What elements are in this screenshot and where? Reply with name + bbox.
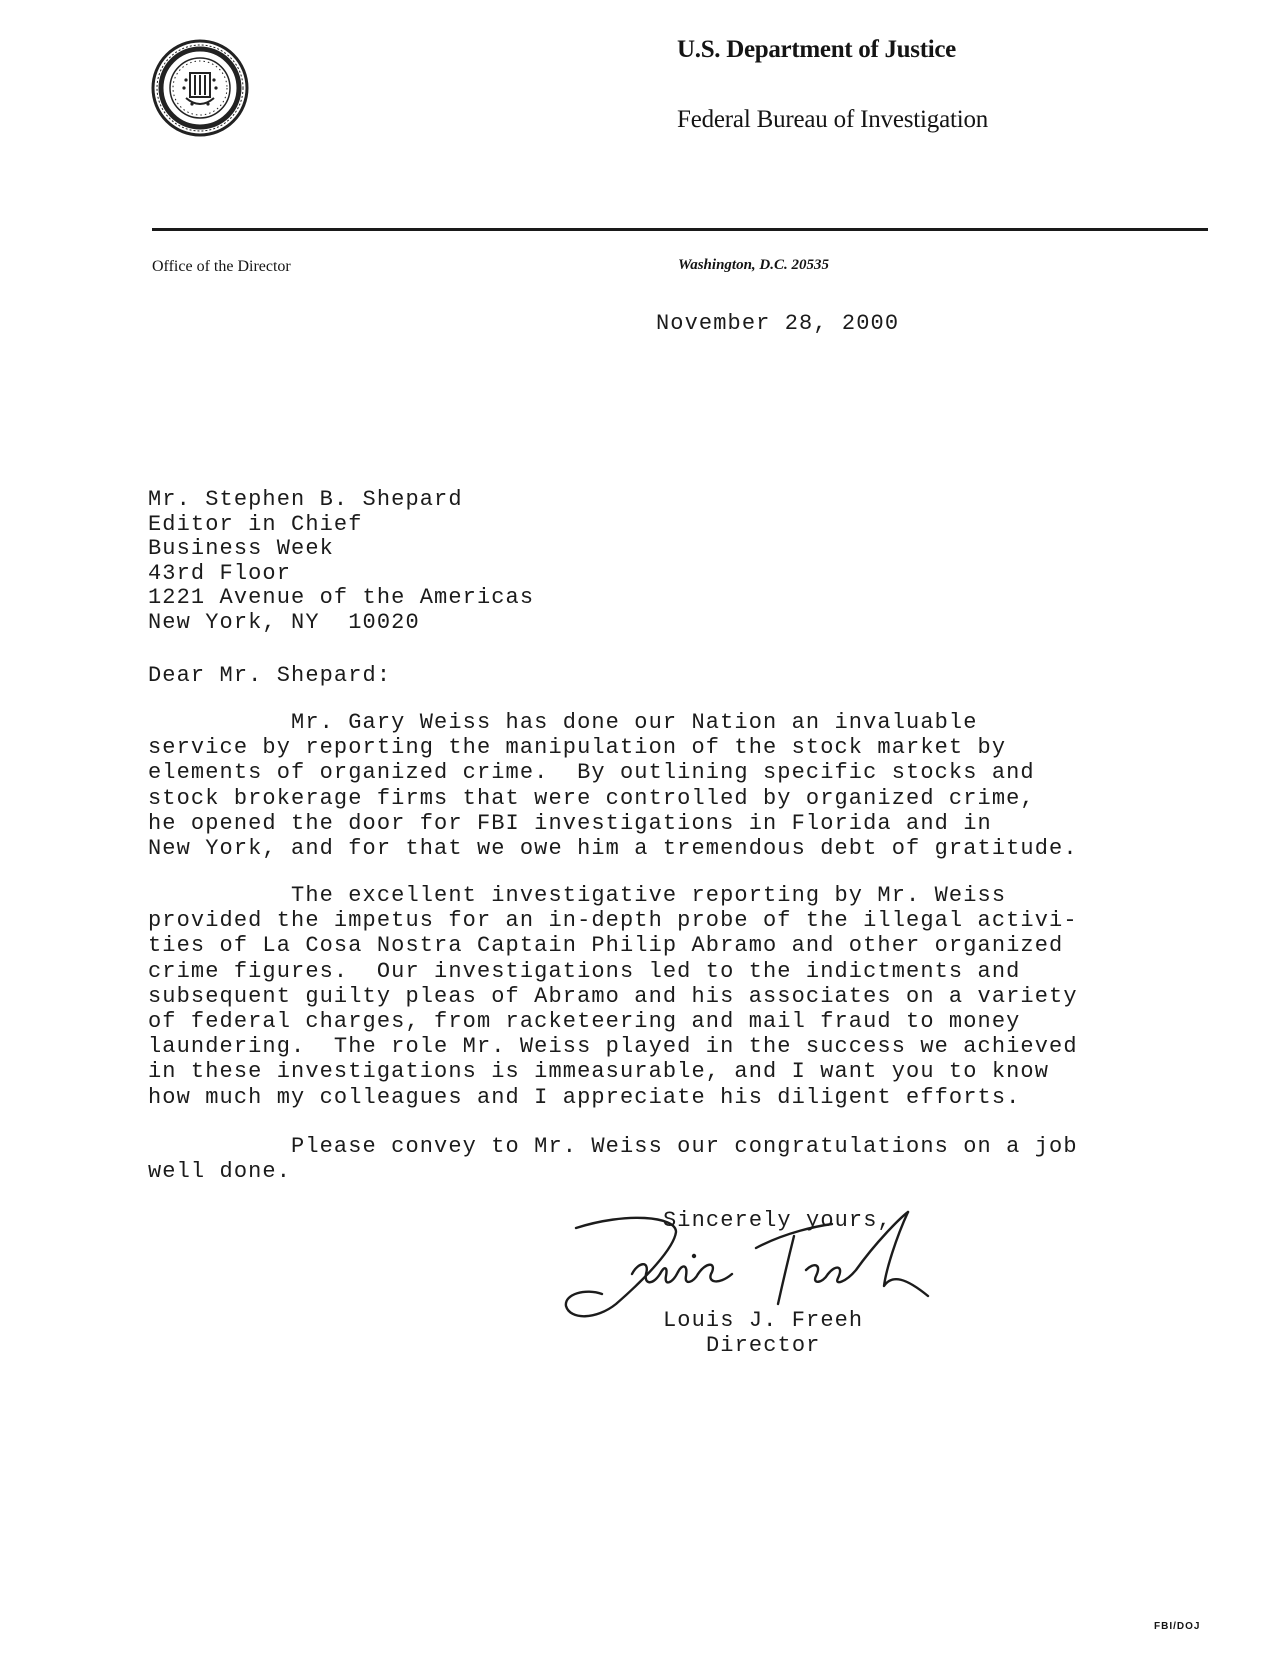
paragraph-line: The excellent investigative reporting by Mr. Weiss [148, 883, 1007, 908]
paragraph-line: Please convey to Mr. Weiss our congratulations on a job [148, 1134, 1078, 1159]
paragraph-line: provided the impetus for an in-depth probe of the illegal activi- [148, 908, 1078, 934]
letter-date: November 28, 2000 [656, 311, 900, 336]
recipient-line: 43rd Floor [148, 560, 292, 586]
department-name: U.S. Department of Justice [677, 36, 956, 63]
city-address: Washington, D.C. 20535 [678, 257, 830, 273]
office-label: Office of the Director [152, 258, 291, 275]
paragraph-line: crime figures. Our investigations led to the indictments and [148, 958, 1021, 984]
paragraph-line: in these investigations is immeasurable, and I want you to know [148, 1059, 1050, 1085]
paragraph-line: Mr. Gary Weiss has done our Nation an invaluable [148, 710, 978, 735]
body-paragraph-2 [148, 883, 1148, 1110]
recipient-address [148, 488, 534, 636]
signer-name: Louis J. Freeh [663, 1308, 864, 1333]
paragraph-line: of federal charges, from racketeering and mail fraud to money [148, 1009, 1021, 1035]
footer-code: FBI/DOJ [1154, 1621, 1201, 1632]
closing: Sincerely yours, [663, 1208, 892, 1233]
signer-title: Director [706, 1333, 821, 1358]
recipient-line: Editor in Chief [148, 511, 363, 537]
recipient-line: 1221 Avenue of the Americas [148, 585, 535, 611]
paragraph-line: stock brokerage firms that were controlled by organized crime, [148, 785, 1035, 811]
paragraph-line: laundering. The role Mr. Weiss played in the success we achieved [148, 1034, 1078, 1060]
recipient-line: Mr. Stephen B. Shepard [148, 487, 463, 512]
paragraph-line: ties of La Cosa Nostra Captain Philip Abramo and other organized [148, 933, 1064, 959]
body-paragraph-3 [148, 1134, 1148, 1184]
letterhead-divider [152, 228, 1208, 231]
fbi-seal-icon [150, 38, 250, 138]
bureau-name: Federal Bureau of Investigation [677, 106, 989, 133]
salutation: Dear Mr. Shepard: [148, 663, 392, 688]
recipient-line: Business Week [148, 536, 334, 562]
paragraph-line: elements of organized crime. By outlining specific stocks and [148, 760, 1035, 786]
recipient-line: New York, NY 10020 [148, 609, 420, 635]
paragraph-line: New York, and for that we owe him a tremendous debt of gratitude. [148, 836, 1078, 862]
paragraph-line: subsequent guilty pleas of Abramo and his associates on a variety [148, 983, 1078, 1009]
body-paragraph-1 [148, 710, 1148, 861]
paragraph-line: he opened the door for FBI investigations in Florida and in [148, 810, 992, 836]
paragraph-line: how much my colleagues and I appreciate his diligent efforts. [148, 1084, 1021, 1110]
paragraph-line: service by reporting the manipulation of the stock market by [148, 735, 1007, 761]
paragraph-line: well done. [148, 1159, 292, 1185]
